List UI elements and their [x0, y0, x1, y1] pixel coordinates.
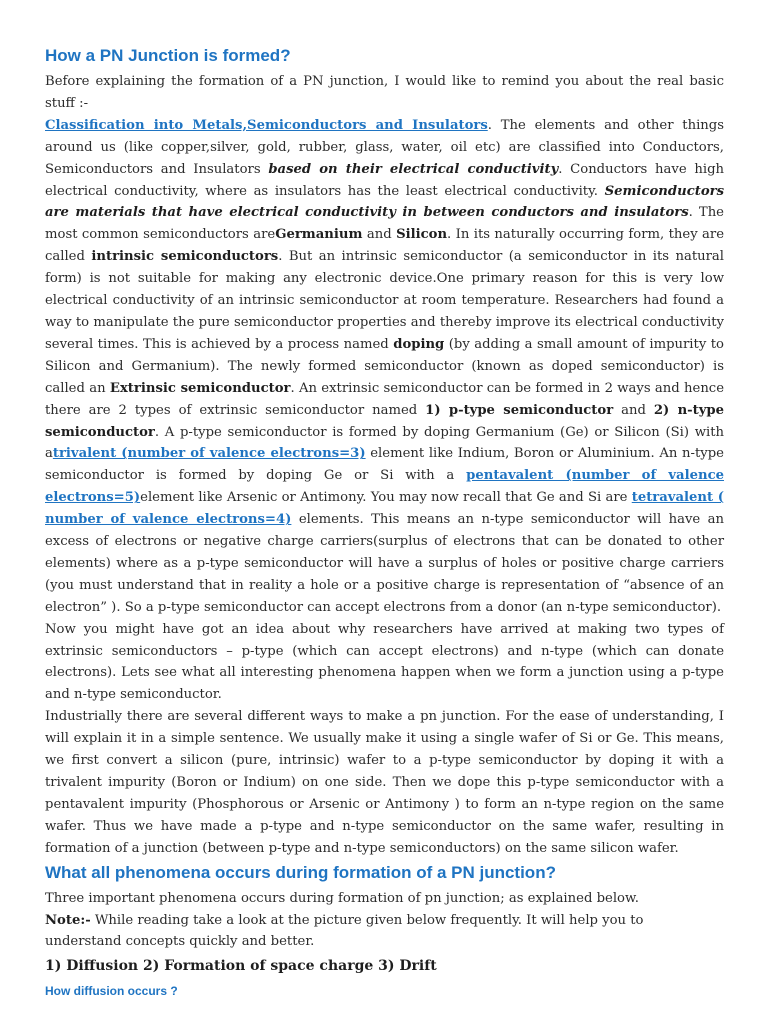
note-label: Note:- — [45, 912, 91, 928]
tetravalent-link[interactable]: tetravalent ( number of valence electrons=4) — [45, 490, 724, 528]
phenomena-list: 1) Diffusion 2) Formation of space charge 3) Drift — [45, 958, 437, 975]
section-heading-phenomena: What all phenomena occurs during formation of a PN junction? — [45, 862, 556, 882]
extrinsic-types-paragraph: Now you might have got an idea about why researchers have arrived at making two types of extrinsic semiconductors – p-type (which can accept electrons) and n-type (which can donate electrons). Lets see what all interesting phenomena happen when we form a junction using a p-type and n-type semiconductor. — [45, 621, 724, 703]
note-paragraph: Note:- While reading take a look at the picture given below frequently. It will help you to understand concepts quickly and better. — [45, 912, 644, 950]
trivalent-link[interactable]: trivalent (number of valence electrons=3) — [52, 446, 366, 462]
fabrication-paragraph: Industrially there are several different ways to make a pn junction. For the ease of understanding, I will explain it in a simple sentence. We usually make it using a single wafer of Si or Ge. This means, we first convert a silicon (pure, intrinsic) wafer to a p-type semiconductor by doping it with a trivalent impurity (Boron or Indium) on one side. Then we dope this p-type semiconductor with a pentavalent impurity (Phosphorous or Arsenic or Antimony ) to form an n-type region on the same wafer. Thus we have made a p-type and n-type semiconductor on the same wafer, resulting in formation of a junction (between p-type and n-type semiconductors) on the same silicon wafer. — [45, 709, 724, 856]
diffusion-subheading: How diffusion occurs ? — [45, 984, 178, 999]
classification-link[interactable]: Classification into Metals,Semiconductors and Insulators — [45, 117, 488, 133]
section-heading-pn-junction: How a PN Junction is formed? — [45, 46, 291, 65]
intro-paragraph: Before explaining the formation of a PN junction, I would like to remind you about the real basic stuff :- Classification into Metals,Semiconductors and Insulators. The elements and other things around us (like copper,silver, gold, rubber, glass, water, oil etc) are classified into Conductors, Semiconductors and Insulators based on their electrical conductivity. Conductors have high electrical conductivity, where as insulators has the least electrical conductivity. Semiconductors are materials that have electrical conductivity in between conductors and insulators. The most common semiconductors areGermanium and Silicon. In its naturally occurring form, they are called intrinsic semiconductors. But an intrinsic semiconductor (a semiconductor in its natural form) is not suitable for making any electronic device.One primary reason for this is very low electrical conductivity of an intrinsic semiconductor at room temperature. Researchers had found a way to manipulate the pure semiconductor properties and thereby improve its electrical conductivity several times. This is achieved by a process named doping (by adding a small amount of impurity to Silicon and Germanium). The newly formed semiconductor (known as doped semiconductor) is called an Extrinsic semiconductor. An extrinsic semiconductor can be formed in 2 ways and hence there are 2 types of extrinsic semiconductor named 1) p-type semiconductor and 2) n-type semiconductor. A p-type semiconductor is formed by doping Germanium (Ge) or Silicon (Si) with atrivalent (number of valence electrons=3) element like Indium, Boron or Aluminium. An n-type semiconductor is formed by doping Ge or Si with a pentavalent (number of valence electrons=5)element like Arsenic or Antimony. You may now recall that Ge and Si are tetravalent ( number of valence electrons=4) elements. This means an n-type semiconductor will have an excess of electrons or negative charge carriers(surplus of electrons that can be donated to other elements) where as a p-type semiconductor will have a surplus of holes or positive charge carriers (you must understand that in reality a hole or a positive charge is representation of “absence of an electron” ). So a p-type semiconductor can accept electrons from a donor (an n-type semiconductor). — [45, 74, 725, 615]
phenomena-intro: Three important phenomena occurs during formation of pn junction; as explained below. — [45, 890, 639, 906]
pentavalent-link[interactable]: pentavalent (number of valence electrons=5) — [45, 468, 724, 506]
